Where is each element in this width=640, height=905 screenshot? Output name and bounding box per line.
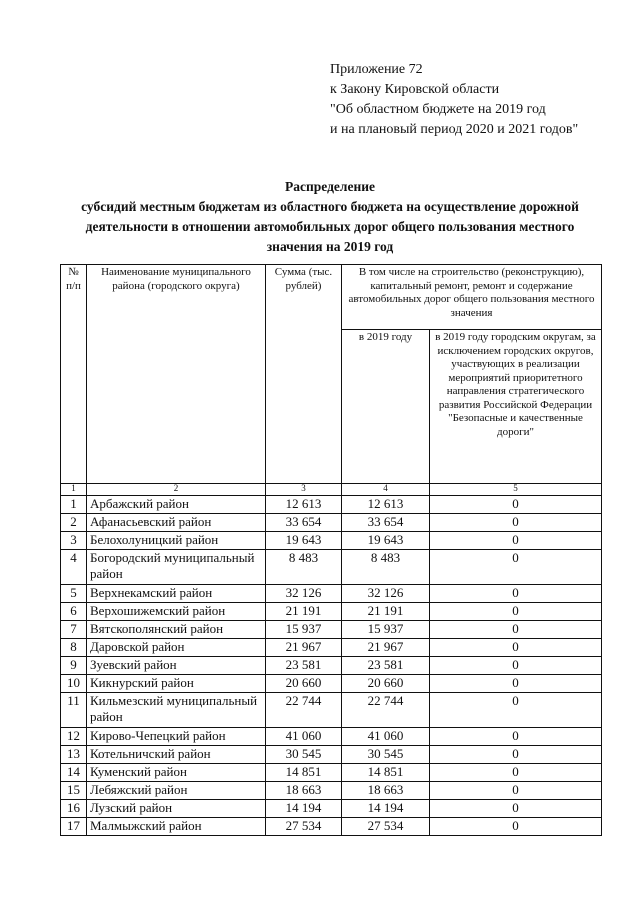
- row-district-name: Котельничский район: [87, 746, 266, 764]
- header-sum: Сумма (тыс. рублей): [266, 265, 342, 484]
- row-city-amount: 0: [430, 728, 602, 746]
- table-row: [61, 639, 602, 657]
- row-2019-amount: 27 534: [342, 818, 430, 836]
- row-sum: 41 060: [266, 728, 342, 746]
- row-sum: 22 744: [266, 693, 342, 728]
- row-2019-amount: 15 937: [342, 621, 430, 639]
- row-number: 2: [61, 514, 87, 532]
- table-row: [61, 782, 602, 800]
- row-2019-amount: 12 613: [342, 496, 430, 514]
- row-district-name: Верхнекамский район: [87, 585, 266, 603]
- title-line: деятельности в отношении автомобильных дорог общего пользования местного: [85, 219, 575, 234]
- row-city-amount: 0: [430, 550, 602, 585]
- row-sum: 14 194: [266, 800, 342, 818]
- row-2019-amount: 20 660: [342, 675, 430, 693]
- row-district-name: Вятскополянский район: [87, 621, 266, 639]
- table-row: [61, 764, 602, 782]
- row-city-amount: 0: [430, 746, 602, 764]
- header-num: № п/п: [61, 265, 87, 484]
- column-number: 4: [342, 484, 430, 496]
- row-2019-amount: 21 967: [342, 639, 430, 657]
- row-2019-amount: 14 194: [342, 800, 430, 818]
- row-number: 11: [61, 693, 87, 728]
- row-2019-amount: 41 060: [342, 728, 430, 746]
- row-2019-amount: 14 851: [342, 764, 430, 782]
- row-number: 14: [61, 764, 87, 782]
- table-body: [61, 496, 602, 836]
- row-city-amount: 0: [430, 514, 602, 532]
- column-number: 1: [61, 484, 87, 496]
- row-city-amount: 0: [430, 800, 602, 818]
- row-sum: 21 191: [266, 603, 342, 621]
- row-number: 12: [61, 728, 87, 746]
- row-number: 13: [61, 746, 87, 764]
- row-city-amount: 0: [430, 818, 602, 836]
- table-header: [61, 265, 602, 484]
- row-district-name: Даровской район: [87, 639, 266, 657]
- table-row: [61, 746, 602, 764]
- row-district-name: Белохолуницкий район: [87, 532, 266, 550]
- row-sum: 8 483: [266, 550, 342, 585]
- row-district-name: Верхошижемский район: [87, 603, 266, 621]
- title-line: субсидий местным бюджетам из областного бюджета на осуществление дорожной: [81, 199, 579, 214]
- table-row: [61, 675, 602, 693]
- row-number: 6: [61, 603, 87, 621]
- row-number: 17: [61, 818, 87, 836]
- title-line: Распределение: [284, 179, 376, 194]
- table-row: [61, 532, 602, 550]
- header-name: Наименование муниципального района (городского округа): [87, 265, 266, 484]
- row-city-amount: 0: [430, 639, 602, 657]
- row-sum: 19 643: [266, 532, 342, 550]
- row-sum: 21 967: [266, 639, 342, 657]
- table-row: [61, 657, 602, 675]
- row-sum: 15 937: [266, 621, 342, 639]
- row-district-name: Лузский район: [87, 800, 266, 818]
- column-number: 2: [87, 484, 266, 496]
- row-number: 9: [61, 657, 87, 675]
- appendix-line: "Об областном бюджете на 2019 год: [330, 102, 546, 117]
- row-2019-amount: 30 545: [342, 746, 430, 764]
- row-sum: 14 851: [266, 764, 342, 782]
- title-line: значения на 2019 год: [266, 239, 394, 254]
- row-2019-amount: 33 654: [342, 514, 430, 532]
- column-number: 5: [430, 484, 602, 496]
- table-row: [61, 621, 602, 639]
- header-col4: в 2019 году: [342, 330, 430, 484]
- row-sum: 20 660: [266, 675, 342, 693]
- table-row: [61, 818, 602, 836]
- row-district-name: Кильмезский муниципальный район: [87, 693, 266, 728]
- column-number: 3: [266, 484, 342, 496]
- header-group: В том числе на строительство (реконструкцию), капитальный ремонт, ремонт и содержание автомобильных дорог общего пользования местного значения: [342, 265, 602, 330]
- row-city-amount: 0: [430, 657, 602, 675]
- appendix-line: и на плановый период 2020 и 2021 годов": [330, 122, 579, 137]
- row-city-amount: 0: [430, 585, 602, 603]
- row-2019-amount: 19 643: [342, 532, 430, 550]
- row-number: 7: [61, 621, 87, 639]
- row-2019-amount: 22 744: [342, 693, 430, 728]
- row-district-name: Кикнурский район: [87, 675, 266, 693]
- row-district-name: Кирово-Чепецкий район: [87, 728, 266, 746]
- appendix-line: Приложение 72: [330, 62, 423, 77]
- row-sum: 33 654: [266, 514, 342, 532]
- row-sum: 18 663: [266, 782, 342, 800]
- row-city-amount: 0: [430, 693, 602, 728]
- row-city-amount: 0: [430, 675, 602, 693]
- row-sum: 27 534: [266, 818, 342, 836]
- row-sum: 32 126: [266, 585, 342, 603]
- row-district-name: Богородский муниципальный район: [87, 550, 266, 585]
- row-number: 16: [61, 800, 87, 818]
- row-number: 4: [61, 550, 87, 585]
- row-number: 15: [61, 782, 87, 800]
- row-2019-amount: 18 663: [342, 782, 430, 800]
- row-number: 1: [61, 496, 87, 514]
- row-2019-amount: 23 581: [342, 657, 430, 675]
- row-district-name: Зуевский район: [87, 657, 266, 675]
- table-row: [61, 550, 602, 585]
- document-title: [40, 177, 620, 257]
- table-row: [61, 728, 602, 746]
- appendix-header: [330, 60, 578, 140]
- row-city-amount: 0: [430, 621, 602, 639]
- row-number: 10: [61, 675, 87, 693]
- row-city-amount: 0: [430, 782, 602, 800]
- row-city-amount: 0: [430, 764, 602, 782]
- appendix-line: к Закону Кировской области: [330, 82, 500, 97]
- header-col5: в 2019 году городским округам, за исключением городских округов, участвующих в реализации мероприятий приоритетного направления стратегического развития Российской Федерации "Безопасные и качественные дороги": [430, 330, 602, 484]
- row-2019-amount: 8 483: [342, 550, 430, 585]
- row-number: 8: [61, 639, 87, 657]
- table-row: [61, 514, 602, 532]
- row-district-name: Куменский район: [87, 764, 266, 782]
- row-number: 3: [61, 532, 87, 550]
- row-city-amount: 0: [430, 496, 602, 514]
- row-2019-amount: 32 126: [342, 585, 430, 603]
- row-2019-amount: 21 191: [342, 603, 430, 621]
- row-district-name: Афанасьевский район: [87, 514, 266, 532]
- table-row: [61, 800, 602, 818]
- row-district-name: Лебяжский район: [87, 782, 266, 800]
- row-sum: 23 581: [266, 657, 342, 675]
- row-city-amount: 0: [430, 532, 602, 550]
- row-sum: 12 613: [266, 496, 342, 514]
- row-sum: 30 545: [266, 746, 342, 764]
- row-district-name: Малмыжский район: [87, 818, 266, 836]
- row-city-amount: 0: [430, 603, 602, 621]
- table-row: [61, 693, 602, 728]
- row-district-name: Арбажский район: [87, 496, 266, 514]
- table-row: [61, 585, 602, 603]
- subsidy-table: [60, 264, 602, 836]
- table-row: [61, 496, 602, 514]
- column-numbers: [61, 484, 602, 496]
- table-row: [61, 603, 602, 621]
- row-number: 5: [61, 585, 87, 603]
